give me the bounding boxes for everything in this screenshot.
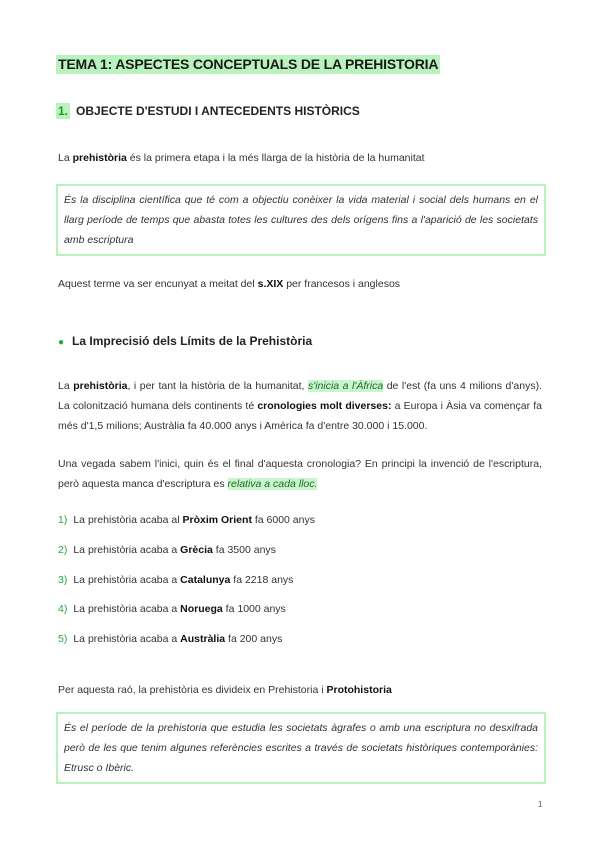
list-item: 4) La prehistòria acaba a Noruega fa 1000 anys [58,603,286,615]
subheading-text: La Imprecisió dels Límits de la Prehistòria [72,334,313,348]
paragraph-origins: La prehistòria, i per tant la història de la humanitat, s'inicia a l'Àfrica de l'est (fa uns 4 milions d'anys). La colonització humana dels continents té cronologies molt diverses: a Europa i Àsia va començar fa més d'1,5 milions; Austràlia fa 40.000 anys i Amèrica fa d'entre 30.000 i 15.000. [58,380,542,432]
subheading [58,334,312,348]
list-item: 1) La prehistòria acaba al Pròxim Orient fa 6000 anys [58,514,315,526]
highlight-africa: s'inicia a l'Àfrica [307,380,384,392]
protohistory-box: És el període de la prehistoria que estudia les societats àgrafes o amb una escriptura no desxifrada però de les que tenim algunes referències escrites a través de societats històriques contemporànies: Etrusc o Ibèric. [56,712,546,784]
list-item: 3) La prehistòria acaba a Catalunya fa 2218 anys [58,574,294,586]
page-number: 1 [538,800,543,809]
highlight-relative: relativa a cada lloc. [227,478,318,490]
section-heading [56,104,360,118]
list-item: 2) La prehistòria acaba a Grècia fa 3500 anys [58,544,276,556]
bullet-icon: ● [58,337,65,348]
section-number: 1. [58,104,69,118]
page-title [56,56,440,72]
division-paragraph: Per aquesta raó, la prehistòria es divideix en Prehistoria i Protohistoria [58,684,392,696]
title-text: ASPECTES CONCEPTUALS DE LA PREHISTORIA [115,56,439,72]
title-prefix: TEMA 1: [58,56,113,72]
section-heading-text: OBJECTE D'ESTUDI I ANTECEDENTS HISTÒRICS [76,104,360,118]
term-bold-century: s.XIX [257,278,284,290]
term-paragraph: Aquest terme va ser encunyat a meitat del s.XIX per francesos i anglesos [58,278,401,290]
intro-bold-term: prehistòria [72,152,127,164]
protohistoria-term: Protohistoria [326,684,392,696]
definition-box: És la disciplina científica que té com a objectiu conèixer la vida material i social dels humans en el llarg període de temps que abasta totes les cultures des dels orígens fins a l'aparició de les societats amb escriptura [56,184,546,256]
list-item: 5) La prehistòria acaba a Austràlia fa 200 anys [58,633,283,645]
paragraph-end-chronology: Una vegada sabem l'inici, quin és el final d'aquesta cronologia? En principi la invenció de l'escriptura, però aquesta manca d'escriptura es relativa a cada lloc. [58,458,542,490]
intro-paragraph: La prehistòria és la primera etapa i la més llarga de la història de la humanitat [58,152,425,164]
